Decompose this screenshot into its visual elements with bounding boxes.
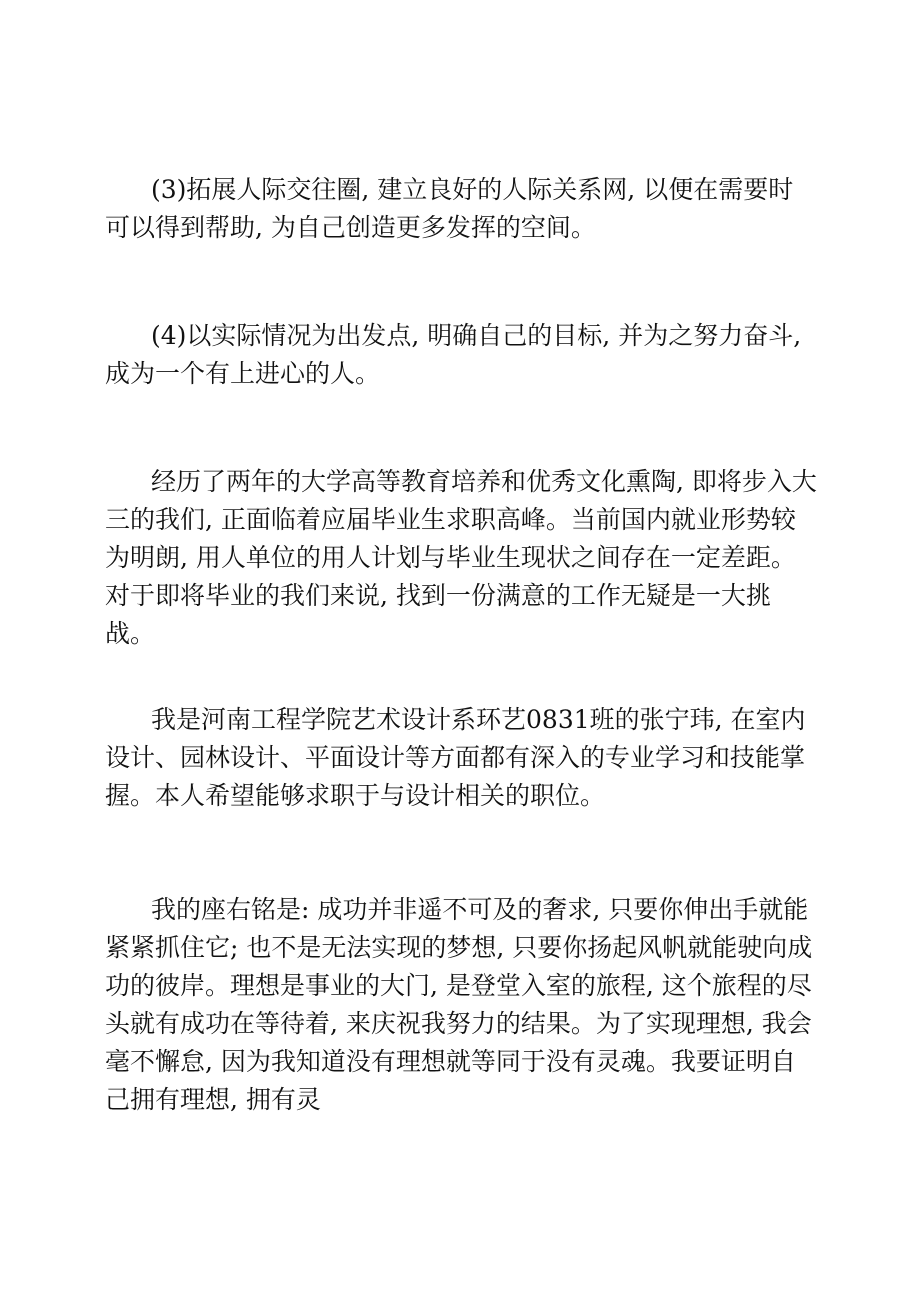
- paragraph-networking: (3)拓展人际交往圈, 建立良好的人际关系网, 以便在需要时可以得到帮助, 为自己创造更多发挥的空间。: [105, 175, 794, 242]
- paragraph-motto: 我的座右铭是: 成功并非遥不可及的奢求, 只要你伸出手就能紧紧抓住它; 也不是无法实现的梦想, 只要你扬起风帆就能驶向成功的彼岸。理想是事业的大门, 是登堂入室的旅程, 这个旅程的尽头就有成功在等待着, 来庆祝我努力的结果。为了实现理想, 我会毫不懈怠, 因为我知道没有理想就等同于没有灵魂。我要证明自己拥有理想, 拥有灵: [105, 895, 813, 1114]
- paragraph-self-introduction: 我是河南工程学院艺术设计系环艺0831班的张宁玮, 在室内设计、园林设计、平面设计等方面都有深入的专业学习和技能掌握。本人希望能够求职于与设计相关的职位。: [105, 705, 806, 810]
- paragraph-employment-situation: 经历了两年的大学高等教育培养和优秀文化熏陶, 即将步入大三的我们, 正面临着应届毕业生求职高峰。当前国内就业形势较为明朗, 用人单位的用人计划与毕业生现状之间存在一定差距。对于即将毕业的我们来说, 找到一份满意的工作无疑是一大挑战。: [105, 467, 817, 648]
- paragraph-goals: (4)以实际情况为出发点, 明确自己的目标, 并为之努力奋斗, 成为一个有上进心的人。: [105, 321, 802, 388]
